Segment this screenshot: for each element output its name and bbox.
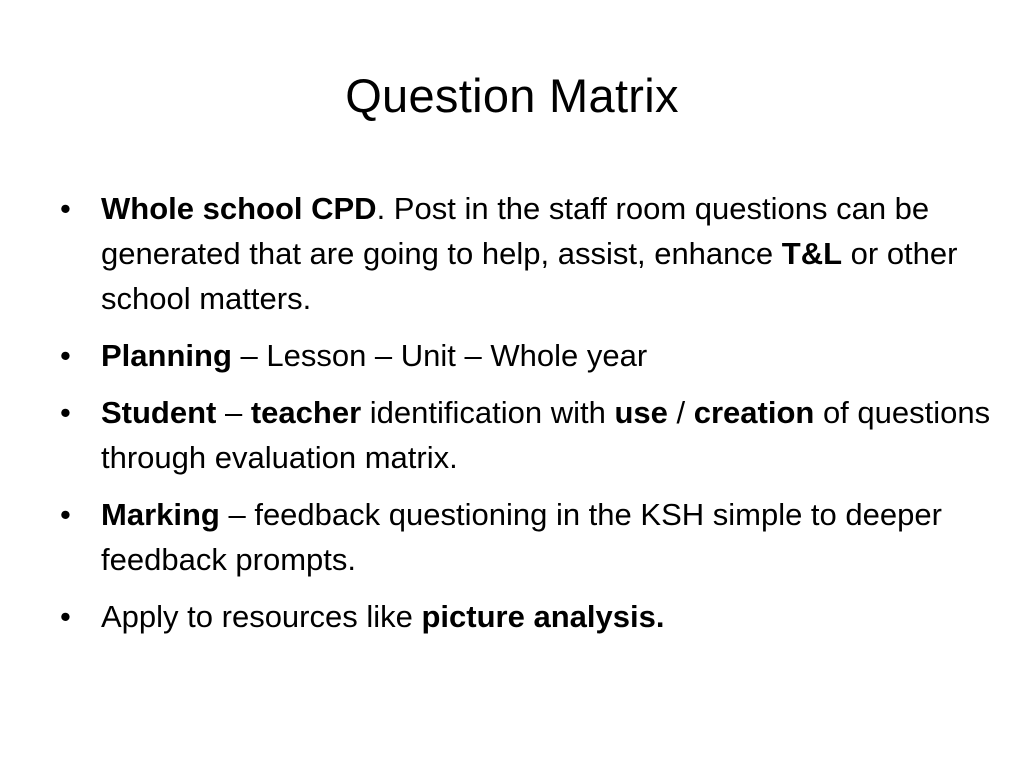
bullet-text: . Post in the staff room questions can be generated that are going to help, assist, enhance [101, 191, 930, 271]
bullet-item-planning [58, 333, 998, 378]
bullet-point-icon: • [60, 191, 71, 226]
bullet-text: / [667, 395, 694, 430]
bullet-point-icon: • [60, 395, 71, 430]
bullet-text-bold: Marking [101, 497, 220, 532]
slide-title: Question Matrix [345, 69, 679, 122]
bullet-point-icon: • [60, 497, 71, 532]
bullet-text: – [216, 395, 251, 430]
bullet-point-icon: • [60, 338, 71, 373]
bullet-text: of questions through evaluation matrix. [101, 395, 991, 475]
bullet-text-bold: picture analysis. [421, 599, 665, 634]
bullet-text: Apply to resources like [101, 599, 422, 634]
bullet-text-bold: Student [101, 395, 217, 430]
bullet-text-bold: Planning [101, 338, 232, 373]
bullet-item-student [58, 390, 998, 480]
bullet-text: identification with [361, 395, 615, 430]
bullet-list [58, 186, 998, 651]
bullet-item-resources [58, 594, 998, 639]
bullet-text: – Lesson – Unit – Whole year [231, 338, 648, 373]
bullet-text: or other school matters. [101, 236, 958, 316]
bullet-point-icon: • [60, 599, 71, 634]
bullet-text-bold: Whole school CPD [101, 191, 377, 226]
bullet-text-bold: use [614, 395, 668, 430]
bullet-text-bold: creation [693, 395, 815, 430]
bullet-text-bold: teacher [250, 395, 362, 430]
bullet-text-bold: T&L [781, 236, 843, 271]
bullet-text: – feedback questioning in the KSH simple to deeper feedback prompts. [101, 497, 942, 577]
bullet-item-marking [58, 492, 998, 582]
bullet-item-cpd [58, 186, 998, 321]
